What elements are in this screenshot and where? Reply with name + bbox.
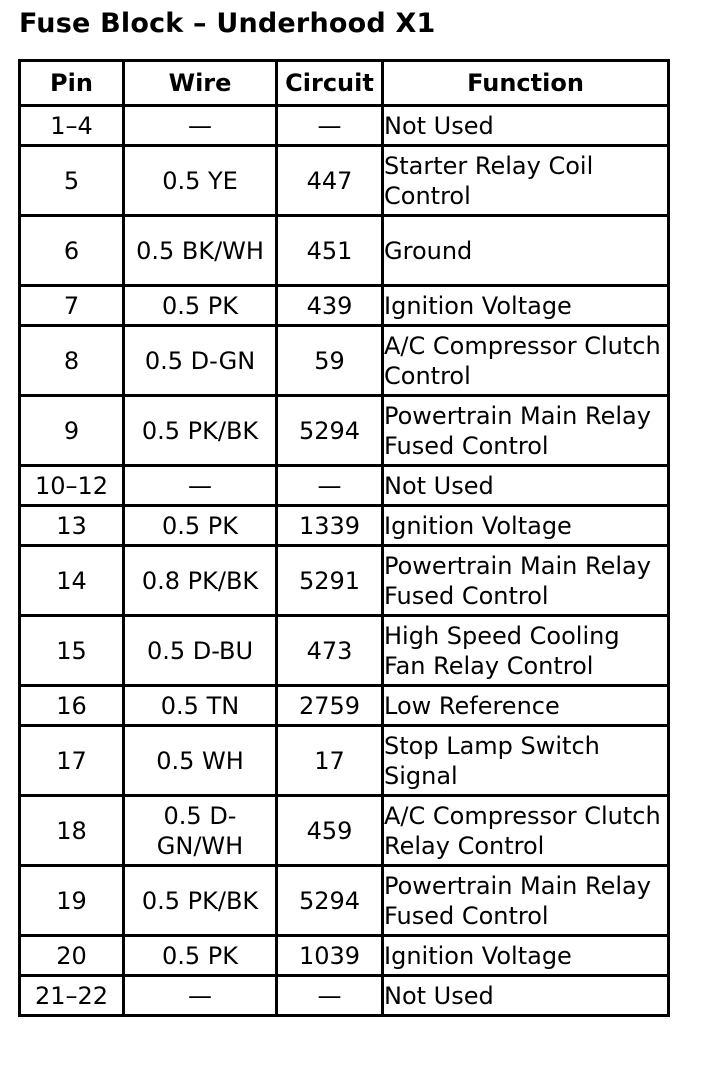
circuit-cell: 473 [277, 616, 383, 686]
wire-cell: 0.5 PK/BK [124, 396, 277, 466]
function-cell: Ignition Voltage [383, 936, 669, 976]
table-row [20, 286, 669, 326]
pin-cell: 17 [20, 726, 124, 796]
pin-cell: 13 [20, 506, 124, 546]
table-row [20, 506, 669, 546]
table-header-row [20, 61, 669, 106]
pin-cell: 8 [20, 326, 124, 396]
function-cell: Powertrain Main Relay Fused Control [383, 396, 669, 466]
function-cell: Starter Relay Coil Control [383, 146, 669, 216]
function-cell: A/C Compressor Clutch Relay Control [383, 796, 669, 866]
wire-cell: 0.5 YE [124, 146, 277, 216]
wire-cell: 0.5 D-BU [124, 616, 277, 686]
pin-cell: 6 [20, 216, 124, 286]
circuit-cell: 459 [277, 796, 383, 866]
wire-cell: 0.5 BK/WH [124, 216, 277, 286]
wire-cell: 0.5 PK/BK [124, 866, 277, 936]
function-cell: Low Reference [383, 686, 669, 726]
circuit-cell: 5294 [277, 866, 383, 936]
table-row [20, 326, 669, 396]
table-row [20, 146, 669, 216]
wire-cell: 0.5 PK [124, 936, 277, 976]
pin-cell: 1–4 [20, 106, 124, 146]
table-row [20, 216, 669, 286]
circuit-cell: 447 [277, 146, 383, 216]
page-title: Fuse Block – Underhood X1 [19, 8, 436, 39]
circuit-cell: 2759 [277, 686, 383, 726]
wire-cell: 0.5 WH [124, 726, 277, 796]
circuit-cell: 439 [277, 286, 383, 326]
pin-cell: 7 [20, 286, 124, 326]
wire-cell: — [124, 976, 277, 1016]
function-cell: Not Used [383, 106, 669, 146]
function-cell: High Speed Cooling Fan Relay Control [383, 616, 669, 686]
header-wire: Wire [124, 61, 277, 106]
function-cell: Powertrain Main Relay Fused Control [383, 866, 669, 936]
circuit-cell: 17 [277, 726, 383, 796]
table-row [20, 726, 669, 796]
pin-cell: 14 [20, 546, 124, 616]
function-cell: Ignition Voltage [383, 506, 669, 546]
table-row [20, 546, 669, 616]
table-row [20, 866, 669, 936]
wire-cell: 0.5 D-GN/WH [124, 796, 277, 866]
pin-cell: 21–22 [20, 976, 124, 1016]
wire-cell: 0.5 PK [124, 286, 277, 326]
header-function: Function [383, 61, 669, 106]
circuit-cell: — [277, 466, 383, 506]
pin-table [18, 59, 670, 1017]
function-cell: Stop Lamp Switch Signal [383, 726, 669, 796]
table-row [20, 616, 669, 686]
function-cell: Not Used [383, 466, 669, 506]
header-circuit: Circuit [277, 61, 383, 106]
function-cell: Not Used [383, 976, 669, 1016]
table-row [20, 936, 669, 976]
wire-cell: 0.5 PK [124, 506, 277, 546]
pin-cell: 19 [20, 866, 124, 936]
table-row [20, 686, 669, 726]
pin-cell: 16 [20, 686, 124, 726]
header-pin: Pin [20, 61, 124, 106]
table-row [20, 976, 669, 1016]
wire-cell: 0.8 PK/BK [124, 546, 277, 616]
pin-cell: 9 [20, 396, 124, 466]
circuit-cell: 451 [277, 216, 383, 286]
circuit-cell: 59 [277, 326, 383, 396]
wire-cell: 0.5 D-GN [124, 326, 277, 396]
circuit-cell: — [277, 976, 383, 1016]
pin-cell: 18 [20, 796, 124, 866]
wire-cell: 0.5 TN [124, 686, 277, 726]
table-row [20, 796, 669, 866]
pin-cell: 20 [20, 936, 124, 976]
table-row [20, 396, 669, 466]
pin-cell: 10–12 [20, 466, 124, 506]
pin-cell: 5 [20, 146, 124, 216]
circuit-cell: 1339 [277, 506, 383, 546]
circuit-cell: — [277, 106, 383, 146]
wire-cell: — [124, 466, 277, 506]
table-row [20, 106, 669, 146]
wire-cell: — [124, 106, 277, 146]
circuit-cell: 5291 [277, 546, 383, 616]
function-cell: A/C Compressor Clutch Control [383, 326, 669, 396]
function-cell: Ignition Voltage [383, 286, 669, 326]
circuit-cell: 5294 [277, 396, 383, 466]
pin-cell: 15 [20, 616, 124, 686]
function-cell: Ground [383, 216, 669, 286]
circuit-cell: 1039 [277, 936, 383, 976]
table-row [20, 466, 669, 506]
function-cell: Powertrain Main Relay Fused Control [383, 546, 669, 616]
